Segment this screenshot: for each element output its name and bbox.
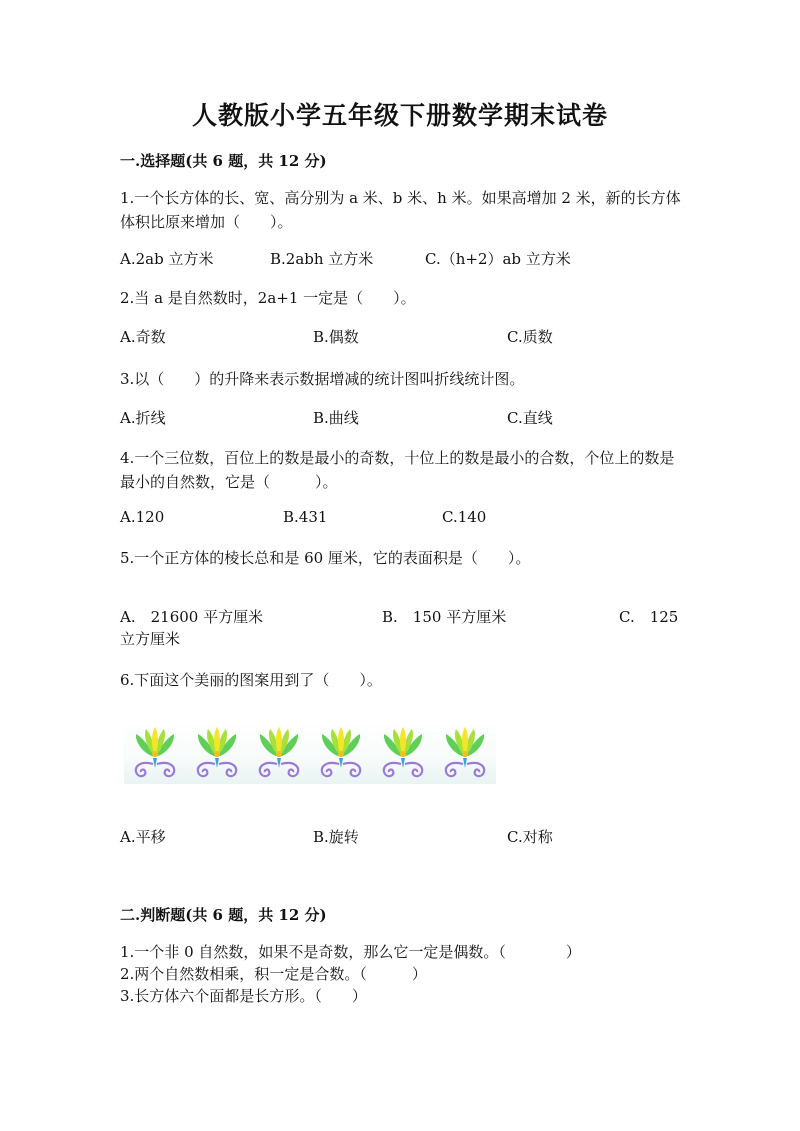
question-6-options (120, 826, 680, 850)
palmette-motif-icon (191, 724, 243, 782)
question-4-options (120, 508, 680, 532)
judgement-item-3: 3.长方体六个面都是长方形。（ ） (120, 987, 367, 1005)
question-5: 5.一个正方体的棱长总和是 60 厘米，它的表面积是（ ）。 (120, 549, 531, 567)
option-a: A.2ab 立方米 (120, 250, 214, 268)
option-c: C.对称 (507, 828, 553, 846)
option-c: C.直线 (507, 409, 553, 427)
question-5-options (120, 606, 680, 654)
palmette-motif-icon (253, 724, 305, 782)
option-b: B.431 (283, 508, 328, 526)
palmette-motif-icon (377, 724, 429, 782)
option-a: A.奇数 (120, 328, 166, 346)
option-c-continued: 立方厘米 (120, 630, 181, 648)
option-a: A.平移 (120, 828, 166, 846)
question-4: 4.一个三位数，百位上的数是最小的奇数，十位上的数是最小的合数，个位上的数是最小的自然数，它是（ ）。 (120, 449, 675, 491)
option-b: B.偶数 (313, 328, 359, 346)
option-b: B.曲线 (313, 409, 359, 427)
option-a: A.120 (120, 508, 165, 526)
option-c: C.质数 (507, 328, 553, 346)
option-c: C.140 (442, 508, 487, 526)
palmette-motif-icon (439, 724, 491, 782)
option-b: B.旋转 (313, 828, 359, 846)
question-2-options (120, 326, 680, 350)
option-b: B. 150 平方厘米 (382, 608, 507, 626)
section-heading-judgement: 二.判断题(共 6 题，共 12 分) (120, 906, 327, 924)
pattern-image (124, 722, 496, 784)
question-1-options (120, 248, 680, 272)
judgement-item-1: 1.一个非 0 自然数，如果不是奇数，那么它一定是偶数。（ ） (120, 943, 581, 961)
question-6: 6.下面这个美丽的图案用到了（ ）。 (120, 671, 382, 689)
question-1: 1.一个长方体的长、宽、高分别为 a 米、b 米、h 米。如果高增加 2 米，新的长方体体积比原来增加（ ）。 (120, 189, 681, 231)
option-a: A. 21600 平方厘米 (120, 608, 264, 626)
palmette-motif-icon (129, 724, 181, 782)
palmette-motif-icon (315, 724, 367, 782)
question-3: 3.以（ ）的升降来表示数据增减的统计图叫折线统计图。 (120, 370, 525, 388)
page-title: 人教版小学五年级下册数学期末试卷 (191, 101, 608, 130)
question-2: 2.当 a 是自然数时，2a+1 一定是（ ）。 (120, 289, 416, 307)
option-b: B.2abh 立方米 (270, 250, 374, 268)
section-heading-choice: 一.选择题(共 6 题，共 12 分) (120, 152, 327, 170)
option-c: C. 125 (619, 608, 679, 626)
option-a: A.折线 (120, 409, 166, 427)
judgement-item-2: 2.两个自然数相乘，积一定是合数。（ ） (120, 965, 427, 983)
question-3-options (120, 407, 680, 431)
option-c: C.（h+2）ab 立方米 (425, 250, 571, 268)
